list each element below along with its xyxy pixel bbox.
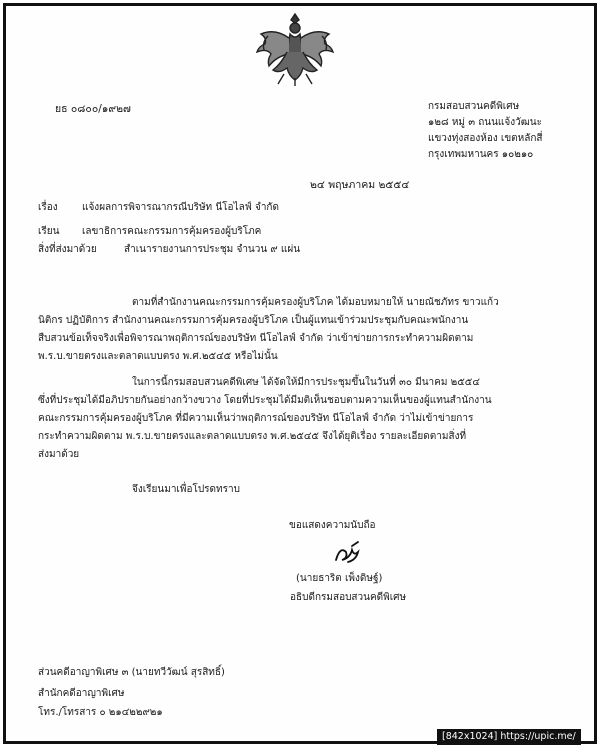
signatory-name: (นายธาริต เพ็งดิษฐ์) (296, 573, 383, 584)
body-line: ส่งมาด้วย (38, 449, 80, 460)
contact-office: สำนักคดีอาญาพิเศษ (38, 688, 125, 699)
body-line: พ.ร.บ.ขายตรงและตลาดแบบตรง พ.ศ.๒๕๔๕ หรือไม่นั้น (38, 351, 278, 362)
body-line: สืบสวนข้อเท็จจริงเพื่อพิจารณาพฤติการณ์ของบริษัท นีโอไลฟ์ จำกัด ว่าเข้าข่ายการกระทำความผิดตาม (38, 333, 474, 344)
sender-address-line: ๑๒๘ หมู่ ๓ ถนนแจ้งวัฒนะ (428, 117, 542, 128)
handwritten-signature-icon (332, 540, 366, 568)
body-line: ในการนี้กรมสอบสวนคดีพิเศษ ได้จัดให้มีการประชุมขึ้นในวันที่ ๓๐ มีนาคม ๒๕๕๔ (132, 377, 480, 388)
reference-number: ยธ ๐๘๐๐/๑๙๒๗ (55, 103, 131, 115)
letter-date: ๒๔ พฤษภาคม ๒๕๕๔ (310, 179, 410, 191)
closing-request: จึงเรียนมาเพื่อโปรดทราบ (132, 484, 240, 495)
contact-phone: โทร./โทรสาร ๐ ๒๑๔๒๒๙๒๑ (38, 707, 163, 718)
recipient-label: เรียน (38, 226, 60, 237)
subject-label: เรื่อง (38, 202, 58, 213)
body-line: นิติกร ปฏิบัติการ สำนักงานคณะกรรมการคุ้มครองผู้บริโภค เป็นผู้แทนเข้าร่วมประชุมกับคณะพนักงาน (38, 315, 469, 326)
sender-address-line: กรุงเทพมหานคร ๑๐๒๑๐ (428, 149, 534, 160)
contact-division: ส่วนคดีอาญาพิเศษ ๓ (นายทวีวัฒน์ สุรสิทธิ์) (38, 667, 225, 678)
signatory-position: อธิบดีกรมสอบสวนคดีพิเศษ (290, 592, 407, 603)
recipient-text: เลขาธิการคณะกรรมการคุ้มครองผู้บริโภค (82, 226, 262, 237)
body-line: ซึ่งที่ประชุมได้มีอภิปรายกันอย่างกว้างขวาง โดยที่ประชุมได้มีมติเห็นชอบตามความเห็นของผู้แทนสำนักงาน (38, 395, 492, 406)
body-line: ตามที่สำนักงานคณะกรรมการคุ้มครองผู้บริโภค ได้มอบหมายให้ นายณัชภัทร ขาวแก้ว (132, 297, 499, 308)
garuda-emblem-icon (254, 8, 336, 90)
enclosure-label: สิ่งที่ส่งมาด้วย (38, 244, 97, 255)
image-host-watermark: [842x1024] https://upic.me/ (437, 729, 581, 745)
sender-address-line: กรมสอบสวนคดีพิเศษ (428, 101, 520, 112)
enclosure-text: สำเนารายงานการประชุม จำนวน ๙ แผ่น (124, 244, 301, 255)
sender-address-line: แขวงทุ่งสองห้อง เขตหลักสี่ (428, 133, 543, 144)
complimentary-close: ขอแสดงความนับถือ (289, 520, 376, 531)
subject-text: แจ้งผลการพิจารณากรณีบริษัท นีโอไลฟ์ จำกัด (82, 202, 279, 213)
body-line: กระทำความผิดตาม พ.ร.บ.ขายตรงและตลาดแบบตรง พ.ศ.๒๕๔๕ จึงได้ยุติเรื่อง รายละเอียดตามสิ่งที่ (38, 431, 467, 442)
body-line: คณะกรรมการคุ้มครองผู้บริโภค ที่มีความเห็นว่าพฤติการณ์ของบริษัท นีโอไลฟ์ จำกัด ว่าไม่เข้าข่ายการ (38, 413, 474, 424)
